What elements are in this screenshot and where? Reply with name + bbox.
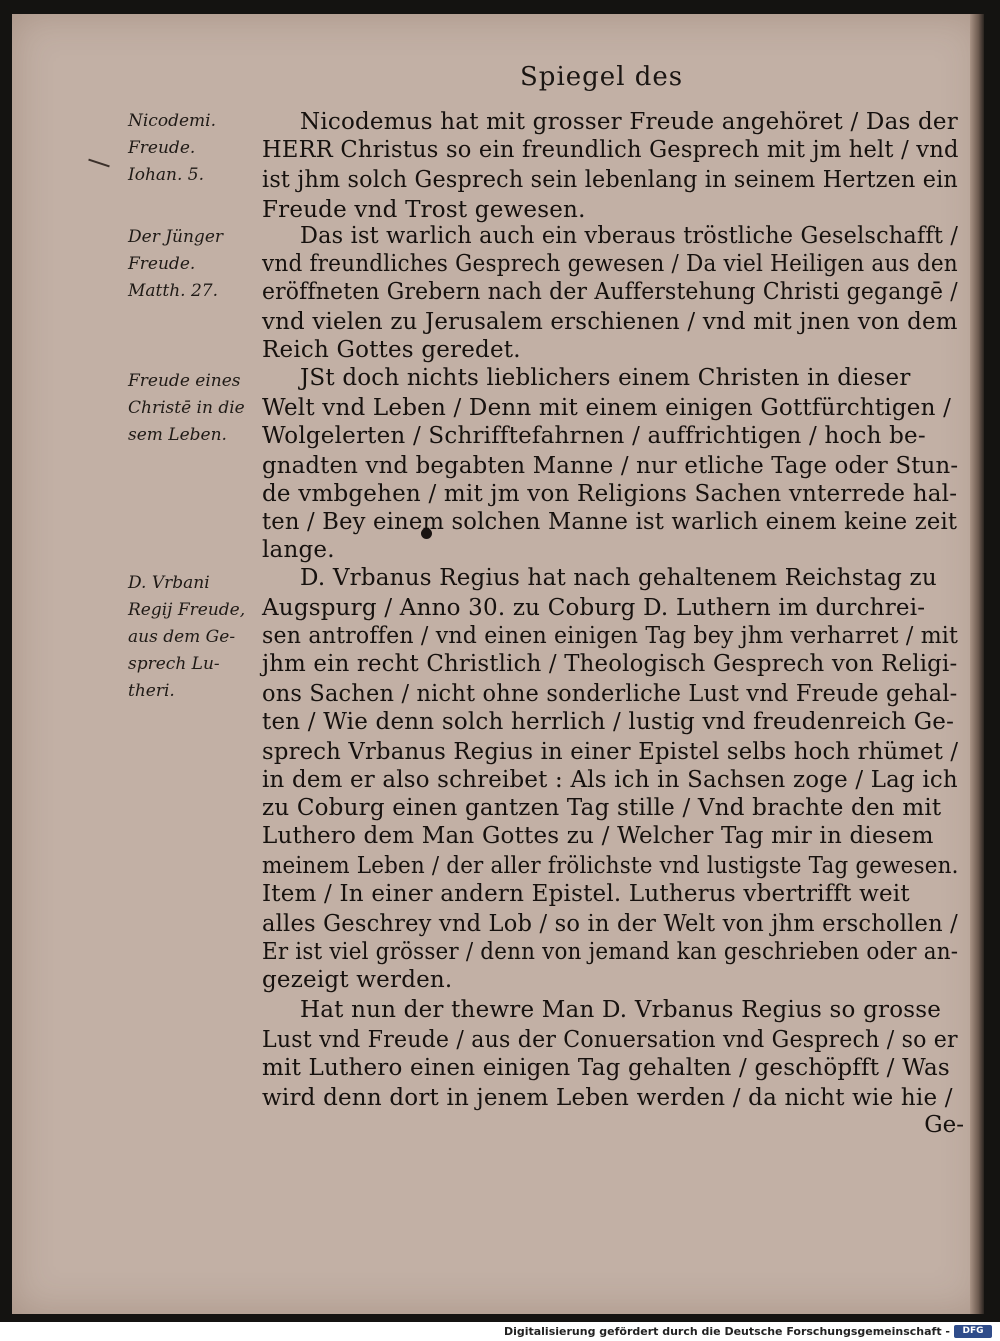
- text-line: JSt doch nichts lieblichers einem Christen in dieser: [300, 365, 911, 391]
- text-line: lange.: [262, 537, 335, 563]
- text-line: Reich Gottes geredet.: [262, 337, 521, 363]
- page-edge: [970, 14, 984, 1314]
- text-line: wird denn dort in jenem Leben werden / da nicht wie hie /: [262, 1085, 953, 1111]
- margin-note-christen: Freude eines Christē in die sem Leben.: [128, 371, 245, 445]
- text-line: Nicodemus hat mit grosser Freude angehöret / Das der: [300, 109, 958, 135]
- text-line: Freude vnd Trost gewesen.: [262, 197, 586, 223]
- text-line: Wolgelerten / Schrifftefahrnen / auffrichtigen / hoch be-: [262, 423, 926, 449]
- text-line: mit Luthero einen einigen Tag gehalten / geschöpfft / Was: [262, 1055, 950, 1081]
- text-line: zu Coburg einen gantzen Tag stille / Vnd brachte den mit: [262, 795, 942, 821]
- text-line: jhm ein recht Christlich / Theologisch Gesprech von Religi-: [262, 651, 958, 677]
- text-line: gezeigt werden.: [262, 967, 453, 993]
- catchword: Ge-: [924, 1112, 964, 1138]
- text-line: Luthero dem Man Gottes zu / Welcher Tag mir in diesem: [262, 823, 934, 849]
- text-line: in dem er also schreibet : Als ich in Sachsen zoge / Lag ich: [262, 767, 958, 793]
- text-line: HERR Christus so ein freundlich Gesprech mit jm helt / vnd: [262, 137, 959, 163]
- text-line: vnd freundliches Gesprech gewesen / Da viel Heiligen aus den: [262, 251, 958, 277]
- text-line: eröffneten Grebern nach der Aufferstehung Christi gegangē /: [262, 279, 958, 305]
- text-line: Lust vnd Freude / aus der Conuersation vnd Gesprech / so er: [262, 1027, 958, 1053]
- margin-note-urbani: D. Vrbani Regij Freude, aus dem Ge- sprech Lu- theri.: [128, 573, 246, 701]
- running-head: Spiegel des: [520, 62, 684, 92]
- text-line: sprech Vrbanus Regius in einer Epistel selbs hoch rhümet /: [262, 739, 959, 765]
- dfg-logo: DFG: [954, 1325, 992, 1338]
- footer-bar: [0, 1322, 1000, 1341]
- text-line: vnd vielen zu Jerusalem erschienen / vnd mit jnen von dem: [262, 309, 958, 335]
- text-line: sen antroffen / vnd einen einigen Tag bey jhm verharret / mit: [262, 623, 959, 649]
- text-line: Welt vnd Leben / Denn mit einem einigen Gottfürchtigen /: [262, 395, 952, 421]
- margin-note-nicodemi: Nicodemi. Freude. Iohan. 5.: [128, 111, 216, 185]
- margin-note-juenger: Der Jünger Freude. Matth. 27.: [128, 227, 224, 301]
- text-line: Er ist viel grösser / denn von jemand kan geschrieben oder an-: [262, 939, 959, 965]
- text-line: meinem Leben / der aller frölichste vnd lustigste Tag gewesen.: [262, 853, 959, 879]
- text-line: ons Sachen / nicht ohne sonderliche Lust vnd Freude gehal-: [262, 681, 958, 707]
- text-line: Hat nun der thewre Man D. Vrbanus Regius so grosse: [300, 997, 942, 1023]
- text-line: ten / Wie denn solch herrlich / lustig vnd freudenreich Ge-: [262, 709, 955, 735]
- text-line: ist jhm solch Gesprech sein lebenlang in seinem Hertzen ein: [262, 167, 958, 193]
- text-line: Das ist warlich auch ein vberaus tröstliche Geselschafft /: [300, 223, 959, 249]
- footer-credit: Digitalisierung gefördert durch die Deutsche Forschungsgemeinschaft -: [503, 1325, 950, 1338]
- text-line: Item / In einer andern Epistel. Lutherus vbertrifft weit: [262, 881, 910, 907]
- text-line: de vmbgehen / mit jm von Religions Sachen vnterrede hal-: [262, 481, 958, 507]
- text-line: ten / Bey einem solchen Manne ist warlich einem keine zeit: [262, 509, 958, 535]
- text-line: Augspurg / Anno 30. zu Coburg D. Luthern im durchrei-: [262, 595, 926, 621]
- text-line: D. Vrbanus Regius hat nach gehaltenem Reichstag zu: [300, 565, 937, 591]
- text-line: alles Geschrey vnd Lob / so in der Welt von jhm erschollen /: [262, 911, 958, 937]
- text-line: gnadten vnd begabten Manne / nur etliche Tage oder Stun-: [262, 453, 959, 479]
